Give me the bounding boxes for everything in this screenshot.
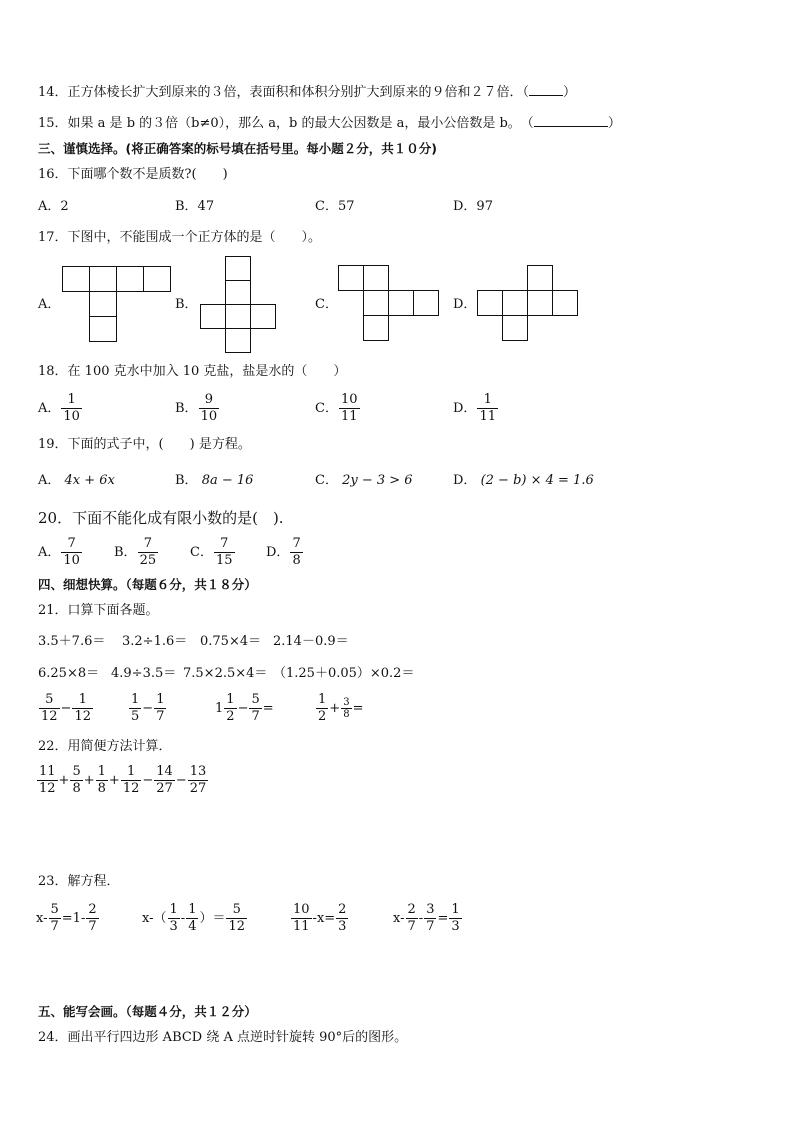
question-24: 24．画出平行四边形 ABCD 绕 A 点逆时针旋转 90°后的图形。 <box>38 1030 408 1045</box>
q21-row-3-item-4: $\frac{1}{2}$ + $\frac{3}{8}$ = <box>318 692 364 724</box>
q16-option-b[interactable]: B．47 <box>175 199 215 214</box>
q21-row-2-item-3: 7.5×2.5×4＝ <box>183 666 268 681</box>
q19-option-d[interactable]: D． (2 − b) × 4 = 1.6 <box>453 473 594 488</box>
question-19-stem: 19．下面的式子中，( ) 是方程。 <box>38 437 251 452</box>
q21-row-2-item-1: 6.25×8＝ <box>38 666 100 681</box>
q22-expression: $\frac{11}{12}$ + $\frac{5}{8}$ + $\frac{1}{8}$ + $\frac{1}{12}$ − $\frac{14}{27}$ − $\frac{13}{27}$ <box>39 764 207 796</box>
q21-row-1-item-2: 3.2÷1.6＝ <box>122 634 188 649</box>
q21-row-2-item-2: 4.9÷3.5＝ <box>111 666 177 681</box>
q19-option-b[interactable]: B． 8a − 16 <box>175 473 254 488</box>
q23-equation-4: x- $\frac{2}{7}$ - $\frac{3}{7}$ = $\frac{1}{3}$ <box>393 902 460 934</box>
section-3-heading: 三、谨慎选择。(将正确答案的标号填在括号里。每小题２分，共１０分) <box>38 141 437 156</box>
answer-blank-15[interactable] <box>534 114 608 127</box>
cube-net-d <box>477 265 579 343</box>
q21-row-3-item-3: 1 $\frac{1}{2}$ − $\frac{5}{7}$ = <box>215 692 274 724</box>
cube-net-a <box>62 266 172 344</box>
q23-equation-2: x-（ $\frac{1}{3}$ - $\frac{1}{4}$ ）＝ $\frac{5}{12}$ <box>142 902 246 934</box>
answer-blank-14[interactable] <box>529 83 563 96</box>
question-14: 14．正方体棱长扩大到原来的３倍，表面积和体积分别扩大到原来的９倍和２７倍．（ ） <box>38 85 577 100</box>
question-22-stem: 22．用简便方法计算． <box>38 739 172 754</box>
q18-option-c[interactable]: C． $\frac{10}{11}$ <box>315 392 358 424</box>
q21-row-2-item-4: （1.25＋0.05）×0.2＝ <box>273 666 415 681</box>
q23-equation-1: x- $\frac{5}{7}$ =1- $\frac{2}{7}$ <box>36 902 97 934</box>
q16-option-d[interactable]: D．97 <box>453 199 493 214</box>
q19-option-a[interactable]: A． 4x + 6x <box>38 473 115 488</box>
question-17-stem: 17．下图中，不能围成一个正方体的是（ ）。 <box>38 230 322 245</box>
question-18-stem: 18．在 100 克水中加入 10 克盐，盐是水的（ ） <box>38 364 347 379</box>
question-15-text: 15．如果 a 是 b 的３倍（b≠0），那么 a，b 的最大公因数是 a，最小公倍数是 b。 （ <box>38 116 534 131</box>
question-21-stem: 21．口算下面各题。 <box>38 603 159 618</box>
cube-net-c <box>338 265 440 343</box>
q17-option-a[interactable]: A． <box>38 297 61 312</box>
q21-row-3-item-2: $\frac{1}{5}$ − $\frac{1}{7}$ <box>131 692 165 724</box>
question-14-text: 14．正方体棱长扩大到原来的３倍，表面积和体积分别扩大到原来的９倍和２７倍．（ <box>38 85 530 100</box>
q19-option-c[interactable]: C． 2y − 3 > 6 <box>315 473 413 488</box>
section-5-heading: 五、能写会画。（每题４分，共１２分） <box>38 1004 257 1019</box>
q21-row-1-item-1: 3.5＋7.6＝ <box>38 634 106 649</box>
q21-row-3-item-1: $\frac{5}{12}$ − $\frac{1}{12}$ <box>41 692 91 724</box>
q17-option-b[interactable]: B． <box>175 297 198 312</box>
q20-option-b[interactable]: B． $\frac{7}{25}$ <box>114 536 157 568</box>
q20-option-a[interactable]: A． $\frac{7}{10}$ <box>38 536 80 568</box>
question-23-stem: 23．解方程． <box>38 874 120 889</box>
q16-option-a[interactable]: A．2 <box>38 199 69 214</box>
q17-option-c[interactable]: C． <box>315 297 338 312</box>
question-16-stem: 16．下面哪个数不是质数?( ) <box>38 167 228 182</box>
q18-option-d[interactable]: D． $\frac{1}{11}$ <box>453 392 496 424</box>
q16-option-c[interactable]: C．57 <box>315 199 355 214</box>
question-15: 15．如果 a 是 b 的３倍（b≠0），那么 a，b 的最大公因数是 a，最小公倍数是 b。 （ ） <box>38 116 621 131</box>
cube-net-b <box>200 256 278 354</box>
q18-option-a[interactable]: A． $\frac{1}{10}$ <box>38 392 80 424</box>
q21-row-1-item-4: 2.14－0.9＝ <box>273 634 349 649</box>
section-4-heading: 四、细想快算。（每题６分，共１８分） <box>38 577 257 592</box>
q20-option-c[interactable]: C． $\frac{7}{15}$ <box>190 536 233 568</box>
question-20-stem: 20．下面不能化成有限小数的是( ). <box>38 509 284 527</box>
q18-option-b[interactable]: B． $\frac{9}{10}$ <box>175 392 218 424</box>
q23-equation-3: $\frac{10}{11}$ -x= $\frac{2}{3}$ <box>293 902 347 934</box>
q17-option-d[interactable]: D． <box>453 297 477 312</box>
q20-option-d[interactable]: D． $\frac{7}{8}$ <box>266 536 301 568</box>
q21-row-1-item-3: 0.75×4＝ <box>200 634 262 649</box>
